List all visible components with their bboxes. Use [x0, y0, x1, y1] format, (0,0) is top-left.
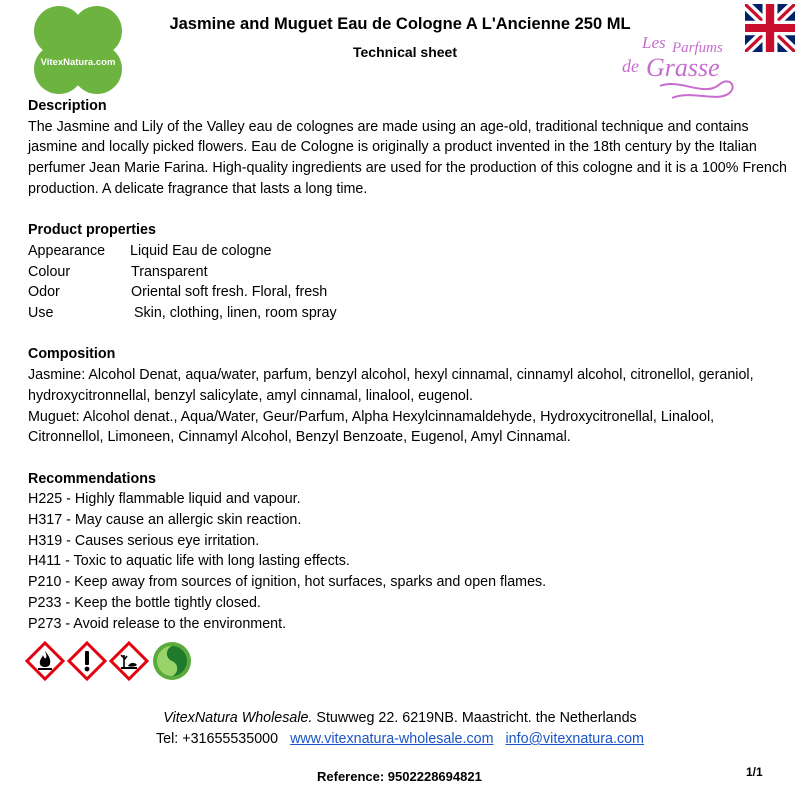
- company-name: VitexNatura Wholesale.: [163, 710, 313, 726]
- email-link[interactable]: info@vitexnatura.com: [505, 731, 644, 747]
- recommendation-item: P273 - Avoid release to the environment.: [28, 615, 287, 632]
- recommendation-item: H225 - Highly flammable liquid and vapour.: [28, 491, 301, 508]
- footer-contact: [0, 731, 800, 747]
- company-address: Stuwweg 22. 6219NB. Maastricht. the Netherlands: [312, 710, 637, 726]
- hazard-pictograms: [25, 641, 193, 681]
- description-heading: Description: [28, 98, 107, 114]
- property-value: Oriental soft fresh. Floral, fresh: [131, 284, 328, 301]
- composition-heading: Composition: [28, 346, 116, 363]
- reference-number: Reference: 9502228694821: [317, 769, 482, 784]
- property-row-odor: [28, 282, 788, 303]
- logo-text: VitexNatura.com: [40, 57, 116, 68]
- page-subtitle: Technical sheet: [352, 44, 457, 60]
- footer-address: [0, 710, 800, 726]
- property-label: Odor: [28, 284, 60, 301]
- recommendation-item: H319 - Causes serious eye irritation.: [28, 532, 260, 549]
- svg-text:Parfums: Parfums: [672, 40, 723, 56]
- property-value: Liquid Eau de cologne: [130, 242, 272, 259]
- property-value: Skin, clothing, linen, room spray: [134, 305, 337, 322]
- recommendation-item: H317 - May cause an allergic skin reaction.: [28, 512, 302, 529]
- page-title: Jasmine and Muguet Eau de Cologne A L'Ancienne 250 ML: [169, 15, 631, 33]
- recommendation-item: P233 - Keep the bottle tightly closed.: [28, 594, 261, 611]
- property-row-colour: [28, 262, 788, 283]
- composition-muguet: Muguet: Alcohol denat., Aqua/Water, Geur/Parfum, Alpha Hexylcinnamaldehyde, Hydroxycitronellal, Linalool, Citronnellol, Limoneen, Cinnamyl Alcohol, Benzyl Benzoate, Eugenol, Amyl Cinnamal.: [28, 408, 715, 446]
- environment-icon: [109, 641, 149, 681]
- property-row-use: [28, 303, 788, 324]
- telephone: Tel: +31655535000: [156, 731, 279, 747]
- svg-text:de: de: [622, 56, 639, 76]
- recommendation-item: P210 - Keep away from sources of ignition, hot surfaces, sparks and open flames.: [28, 574, 547, 591]
- uk-flag-icon[interactable]: [745, 4, 795, 52]
- property-label: Appearance: [28, 242, 106, 259]
- exclamation-icon: [67, 641, 107, 681]
- flammable-icon: [25, 641, 65, 681]
- svg-text:Grasse: Grasse: [646, 53, 720, 82]
- description-text: The Jasmine and Lily of the Valley eau de colognes are made using an age-old, traditional technique and contains jasmine and locally picked flowers. Eau de Cologne is originally a product invented in the 18th century by the Italian perfumer Jean Marie Farina. High-quality ingredients are used for the production of this cologne and it is a 100% French production. A delicate fragrance that lasts a long time.: [28, 118, 787, 197]
- green-dot-recycle-icon: [151, 640, 193, 682]
- property-label: Use: [28, 305, 54, 322]
- properties-heading: Product properties: [28, 222, 156, 239]
- composition-jasmine: Jasmine: Alcohol Denat, aqua/water, parfum, benzyl alcohol, hexyl cinnamal, cinnamyl alcohol, citronellol, geraniol, hydroxycitronnellal, benzyl salicylate, amyl cinnamal, linalool, eugenol.: [28, 367, 754, 404]
- property-label: Colour: [28, 263, 71, 280]
- recommendation-item: H411 - Toxic to aquatic life with long lasting effects.: [28, 553, 350, 570]
- svg-text:Les: Les: [642, 33, 666, 52]
- property-row-appearance: [28, 241, 788, 262]
- property-value: Transparent: [131, 263, 208, 280]
- document-body: [28, 96, 788, 634]
- page-number: 1/1: [746, 765, 763, 779]
- website-link[interactable]: www.vitexnatura-wholesale.com: [290, 731, 494, 747]
- parfums-de-grasse-logo: [620, 28, 750, 106]
- recommendations-heading: Recommendations: [28, 470, 156, 487]
